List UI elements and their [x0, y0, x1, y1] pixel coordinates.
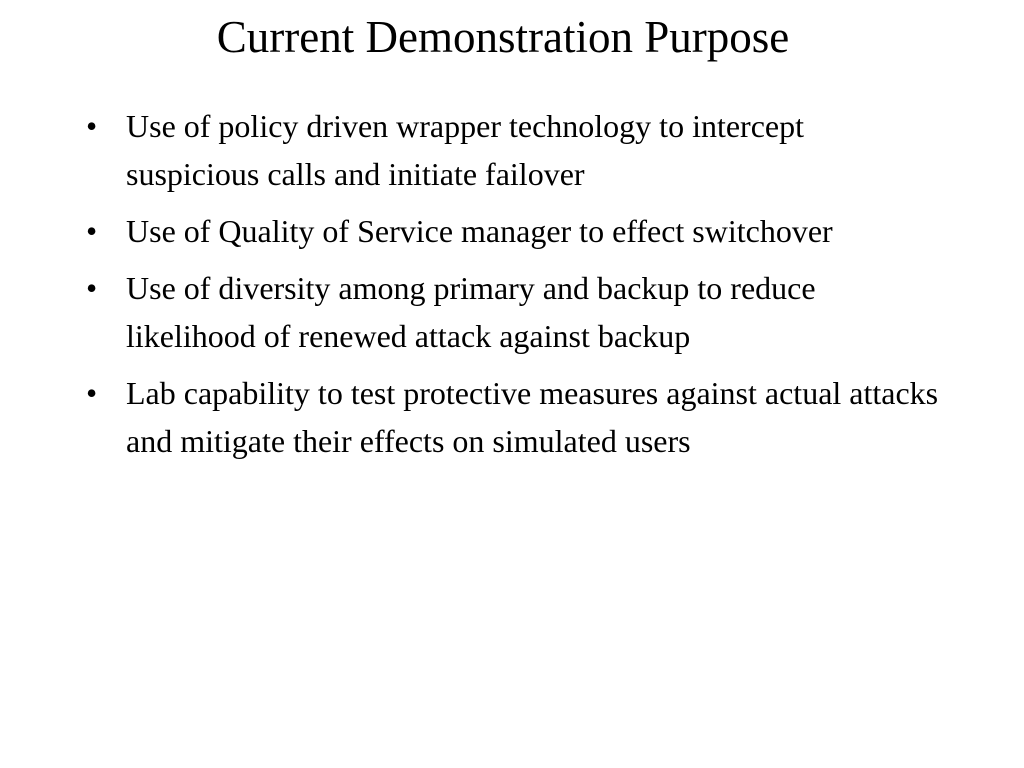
- bullet-list: [80, 102, 940, 474]
- bullet-icon: •: [86, 375, 98, 411]
- bullet-item: [80, 102, 940, 198]
- bullet-text: Use of diversity among primary and backup to reduce likelihood of renewed attack against backup: [126, 270, 816, 354]
- bullet-item: [80, 369, 940, 465]
- bullet-icon: •: [86, 108, 98, 144]
- slide-title: Current Demonstration Purpose: [216, 12, 790, 62]
- bullet-icon: •: [86, 213, 98, 249]
- bullet-text: Use of Quality of Service manager to effect switchover: [126, 213, 833, 249]
- bullet-icon: •: [86, 270, 98, 306]
- bullet-text: Use of policy driven wrapper technology to intercept suspicious calls and initiate failover: [126, 108, 804, 192]
- bullet-text: Lab capability to test protective measures against actual attacks and mitigate their effects on simulated users: [126, 375, 939, 459]
- bullet-item: [80, 264, 940, 360]
- bullet-item: [80, 207, 940, 255]
